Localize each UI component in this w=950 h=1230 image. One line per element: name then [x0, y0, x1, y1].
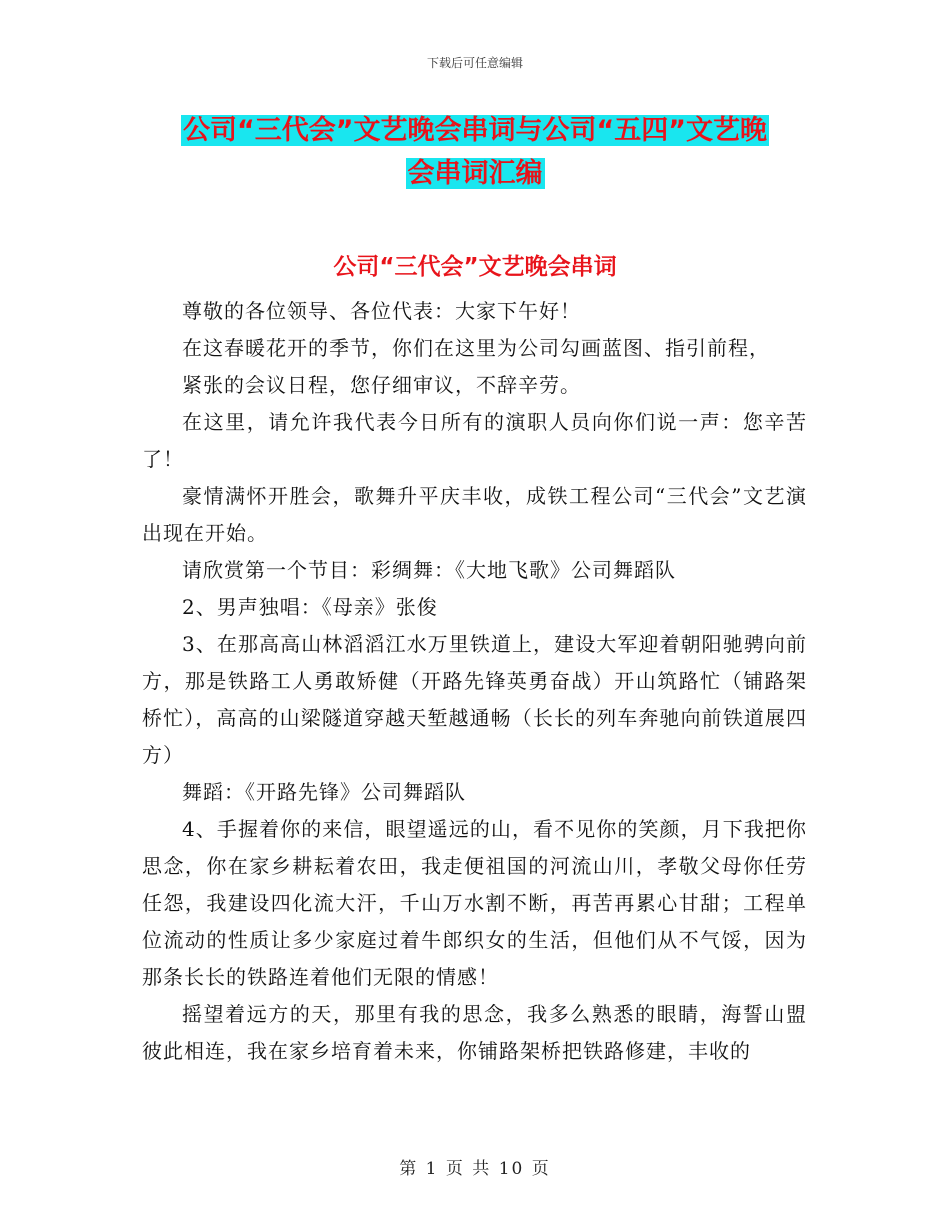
document-title-text-1: 公司“三代会”文艺晚会串词与公司“五四”文艺晚 [183, 115, 767, 146]
header-note: 下载后可任意编辑 [426, 56, 523, 70]
paragraph-opening: 豪情满怀开胜会，歌舞升平庆丰收，成铁工程公司“三代会”文艺演出现在开始。 [142, 484, 807, 545]
page-footer: 第 1 页 共 10 页 [399, 1159, 551, 1179]
document-title-text-2: 会串词汇编 [407, 158, 543, 189]
paragraph-season: 在这春暖花开的季节，你们在这里为公司勾画蓝图、指引前程， [182, 336, 770, 360]
document-body [142, 293, 807, 1070]
paragraph-greeting: 尊敬的各位领导、各位代表：大家下午好！ [182, 299, 581, 323]
paragraph-program-4: 4、手握着你的来信，眼望遥远的山，看不见你的笑颜，月下我把你思念，你在家乡耕耘着农田，我走便祖国的河流山川，孝敬父母你任劳任怨，我建设四化流大汗，千山万水割不断，再苦再累心甘甜；工程单位流动的性质让多少家庭过着牛郎织女的生活，但他们从不气馁，因为那条长长的铁路连着他们无限的情感！ [142, 817, 807, 989]
paragraph-schedule: 紧张的会议日程，您仔细审议，不辞辛劳。 [182, 373, 581, 397]
section-title: 公司“三代会”文艺晚会串词 [333, 254, 617, 280]
paragraph-program-3: 3、在那高高山林滔滔江水万里铁道上，建设大军迎着朝阳驰骋向前方，那是铁路工人勇敢矫健（开路先锋英勇奋战）开山筑路忙（铺路架桥忙），高高的山梁隧道穿越天堑越通畅（长长的列车奔驰向前铁道展四方） [142, 632, 807, 767]
paragraph-longing: 摇望着远方的天，那里有我的思念，我多么熟悉的眼睛，海誓山盟彼此相连，我在家乡培育着未来，你铺路架桥把铁路修建，丰收的 [142, 1002, 807, 1063]
paragraph-program-2: 2、男声独唱：《母亲》张俊 [182, 595, 438, 619]
document-title-line-1 [0, 114, 950, 148]
paragraph-thanks: 在这里，请允许我代表今日所有的演职人员向你们说一声：您辛苦了！ [142, 410, 807, 471]
paragraph-program-1: 请欣赏第一个节目：彩绸舞：《大地飞歌》公司舞蹈队 [182, 558, 676, 582]
paragraph-program-3-title: 舞蹈：《开路先锋》公司舞蹈队 [182, 780, 466, 804]
document-title-line-2 [0, 157, 950, 191]
